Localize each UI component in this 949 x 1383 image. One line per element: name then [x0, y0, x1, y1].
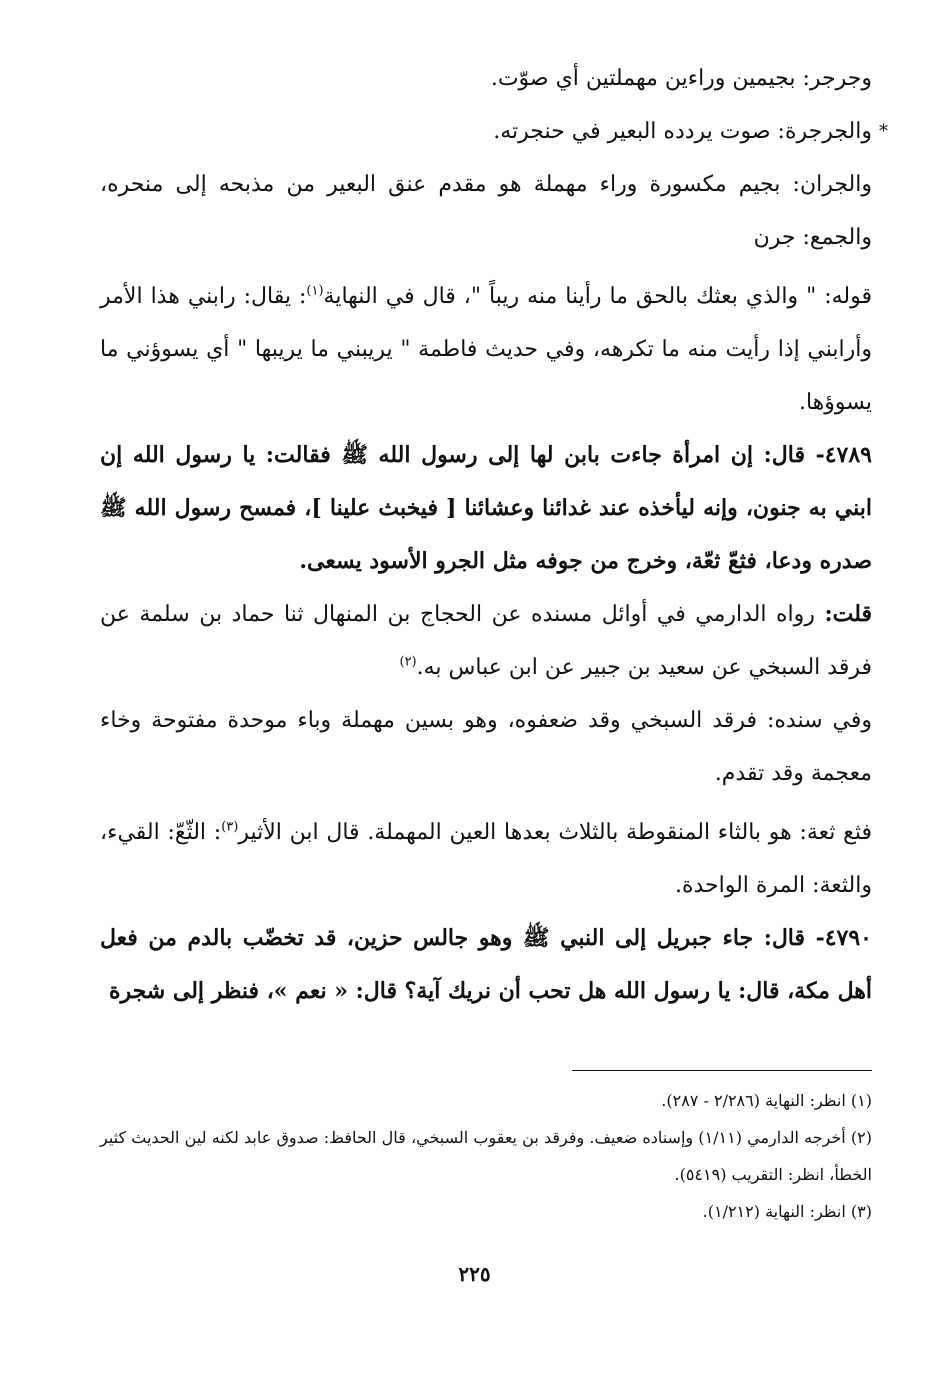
- paragraph-sanad: وفي سنده: فرقد السبخي وقد ضعفوه، وهو بسين مهملة وباء موحدة مفتوحة وخاء معجمة وقد تقدم.: [100, 708, 872, 786]
- footnote-ref-2[interactable]: (٢): [399, 654, 417, 670]
- page-number: ٢٢٥: [458, 1262, 491, 1286]
- paragraph-thaa: [100, 806, 872, 912]
- paragraph-thaa-text-after: : الثّعّ: القيء، والثعة: المرة الواحدة.: [100, 820, 872, 898]
- footnote-divider: [572, 1070, 872, 1071]
- paragraph-4-text-before: قوله: " والذي بعثك بالحق ما رأينا منه ريباً "، قال في النهاية: [323, 284, 872, 309]
- paragraph-2: [100, 105, 888, 158]
- hadith-4789: ٤٧٨٩- قال: إن امرأة جاءت بابن لها إلى رسول الله ﷺ فقالت: يا رسول الله إن ابني به جنون، وإنه ليأخذه عند غدائنا وعشائنا [ فيخبث علينا ]، فمسح رسول الله ﷺ صدره ودعا، فثعّ ثعّة، وخرج من جوفه مثل الجرو الأسود يسعى.: [100, 442, 872, 574]
- hadith-4790: ٤٧٩٠- قال: جاء جبريل إلى النبي ﷺ وهو جالس حزين، قد تخضّب بالدم من فعل أهل مكة، قال: يا رسول الله هل تحب أن نريك آية؟ قال: « نعم »، فنظر إلى شجرة: [100, 925, 872, 1004]
- footnote-2: (٢) أخرجه الدارمي (١/١١) وإسناده ضعيف. وفرقد بن يعقوب السبخي، قال الحافظ: صدوق عابد لكنه لين الحديث كثير الخطأ، انظر: التقريب (٥٤١٩).: [100, 1128, 873, 1184]
- paragraph-thaa-text-before: فثع ثعة: هو بالثاء المنقوطة بالثلاث بعدها العين المهملة. قال ابن الأثير: [238, 820, 872, 845]
- main-text: [100, 52, 888, 1018]
- paragraph-qultu-text: رواه الدارمي في أوائل مسنده عن الحجاج بن المنهال ثنا حماد بن سلمة عن فرقد السبخي عن سعيد بن جبير عن ابن عباس به.: [100, 602, 872, 680]
- footnote-1: (١) انظر: النهاية (٢/٢٨٦ - ٢٨٧).: [661, 1091, 872, 1110]
- paragraph-3: والجران: بجيم مكسورة وراء مهملة هو مقدم عنق البعير من مذبحه إلى منحره، والجمع: جرن: [100, 172, 872, 250]
- footnote-ref-3[interactable]: (٣): [221, 819, 239, 835]
- paragraph-qultu: [100, 588, 872, 694]
- footnote-3: (٣) انظر: النهاية (١/٢١٢).: [702, 1202, 872, 1221]
- paragraph-1: وجرجر: بجيمين وراءين مهملتين أي صوّت.: [490, 66, 872, 91]
- paragraph-4: [100, 270, 872, 429]
- footnotes: [100, 1082, 872, 1230]
- asterisk-marker: *: [879, 121, 888, 142]
- paragraph-2-text: والجرجرة: صوت يردده البعير في حنجرته.: [493, 119, 872, 144]
- paragraph-4-text-after: : يقال: رابني هذا الأمر وأرابني إذا رأيت منه ما تكرهه، وفي حديث فاطمة " يريبني ما يريبها " أي يسوؤني ما يسوؤها.: [100, 284, 872, 415]
- footnote-ref-1[interactable]: (١): [306, 283, 324, 299]
- qultu-label: قلت:: [824, 601, 872, 627]
